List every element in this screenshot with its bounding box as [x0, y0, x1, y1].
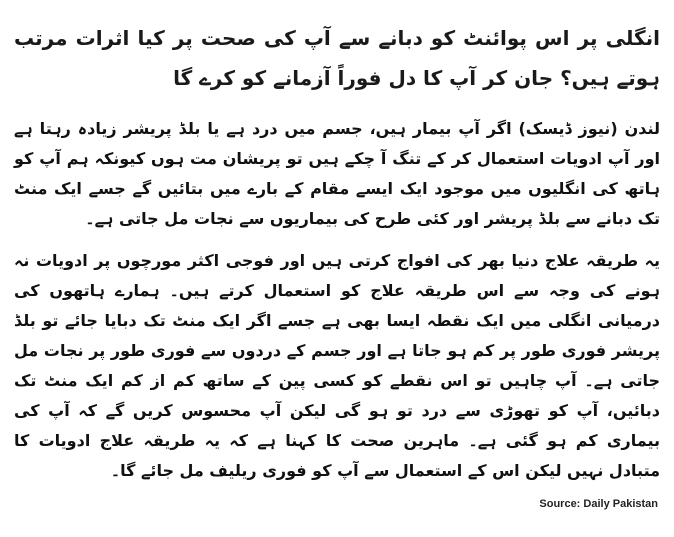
article-paragraph: یہ طریقہ علاج دنیا بھر کی افواج کرتی ہیں اور فوجی اکثر مورچوں پر ادویات نہ ہونے کی وجہ سے اس طریقہ علاج کو استعمال کرتے ہیں۔ ہمارے ہاتھوں کی درمیانی انگلی میں ایک نقطہ ایسا بھی ہے جسے اگر ایک منٹ تک دبایا جائے تو بلڈ پریشر فوری طور پر کم ہو جاتا ہے اور جسم کے دردوں سے فوری طور پر نجات مل جاتی ہے۔ آپ چاہیں تو اس نقطے کو کسی پین کے ساتھ کم از کم ایک منٹ تک دبائیں، آپ کو تھوڑی سے درد تو ہو گی لیکن آپ محسوس کریں گے کہ آپ کی بیماری کم ہو گئی ہے۔ ماہرین صحت کا کہنا ہے کہ یہ طریقہ علاج ادویات کا متبادل نہیں لیکن اس کے استعمال سے آپ کو فوری ریلیف مل جائے گا۔ — [14, 251, 660, 480]
article-headline: انگلی پر اس پوائنٹ کو دبانے سے آپ کی صحت پر کیا اثرات مرتب ہوتے ہیں؟ جان کر آپ کا دل فوراً آزمانے کو کرے گا — [14, 26, 660, 90]
article-paragraph: لندن (نیوز ڈیسک) اگر آپ بیمار ہیں، جسم میں درد ہے یا بلڈ پریشر زیادہ رہتا ہے اور آپ ادویات استعمال کر کے تنگ آ چکے ہیں تو پریشان مت ہوں کیونکہ ہم آپ کو ہاتھ کی انگلیوں میں موجود ایک ایسے مقام کے بارے میں بتائیں گے جسے ایک منٹ تک دبانے سے بلڈ پریشر اور کئی طرح کی بیماریوں سے نجات مل جاتی ہے۔ — [14, 119, 660, 228]
article-source: Source: Daily Pakistan — [539, 498, 658, 510]
article — [14, 18, 660, 498]
